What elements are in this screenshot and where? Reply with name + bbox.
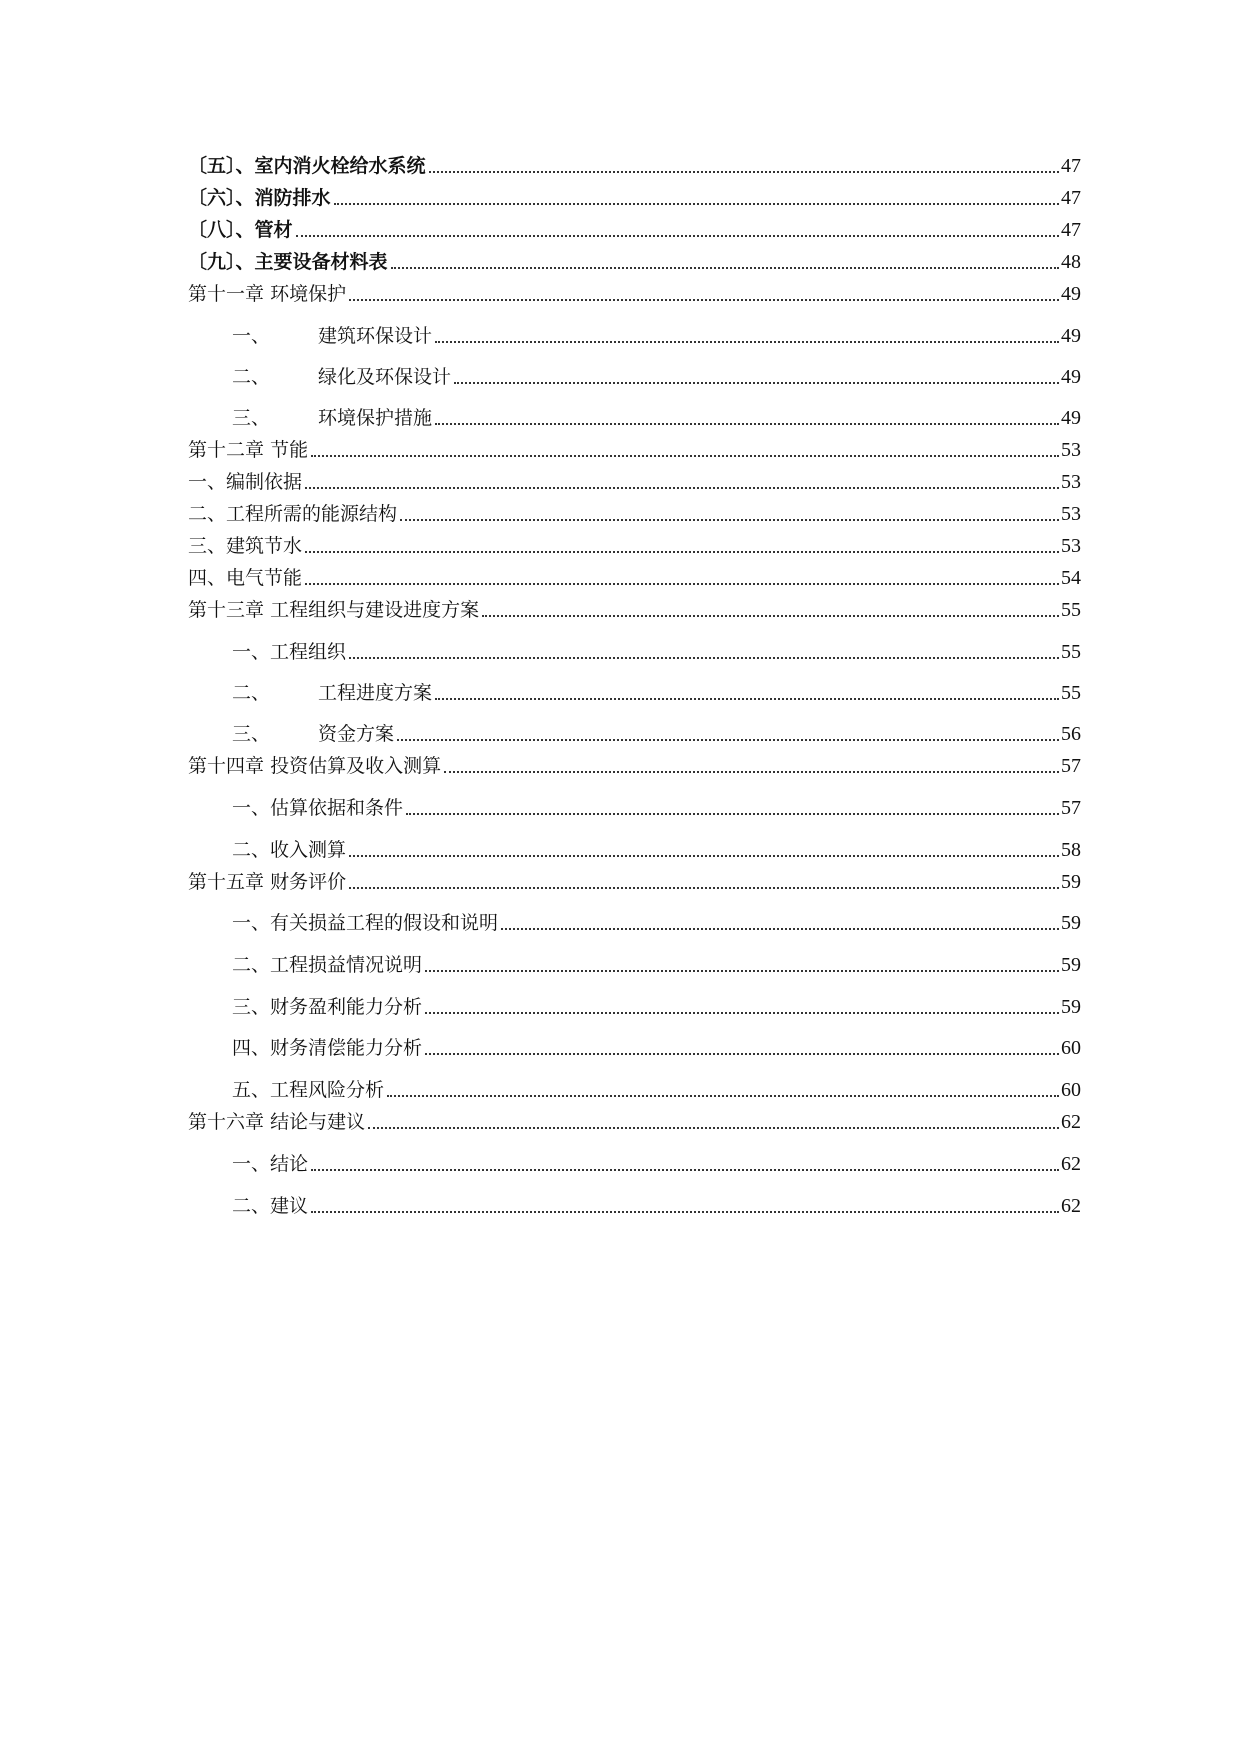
toc-entry-prefix: 三、 [232,407,271,429]
toc-entry-prefix: 二、 [188,503,227,525]
toc-entry-prefix: 二、 [232,839,271,861]
toc-entry-title: 结论与建议 [270,1111,366,1133]
toc-leader-dots [349,855,1059,857]
toc-entry-page: 62 [1061,1153,1081,1175]
toc-section-entry[interactable] [188,677,1081,705]
toc-leader-dots [406,813,1059,815]
toc-entry-prefix: 一、 [232,1153,271,1175]
toc-entry-title: 工程组织 [270,641,347,663]
toc-section-entry[interactable] [188,562,1081,590]
toc-section-entry[interactable] [188,1032,1081,1060]
toc-section-entry[interactable] [188,792,1081,820]
toc-entry-prefix: 第十五章 [188,871,265,893]
toc-leader-dots [305,583,1059,585]
toc-entry-page: 62 [1061,1195,1081,1217]
toc-leader-dots [435,698,1059,700]
toc-entry-page: 59 [1061,912,1081,934]
toc-entry-title: 环境保护措施 [318,407,433,429]
table-of-contents [188,0,1081,1754]
toc-leader-dots [349,299,1059,301]
toc-section-entry[interactable] [188,498,1081,526]
toc-leader-dots [311,455,1059,457]
toc-entry-page: 59 [1061,996,1081,1018]
toc-entry-title: 消防排水 [254,187,331,209]
toc-entry-title: 绿化及环保设计 [318,366,452,388]
toc-section-entry[interactable] [188,1190,1081,1218]
toc-entry-prefix: 〔八〕、 [188,219,255,241]
toc-chapter-entry[interactable] [188,750,1081,778]
toc-section-entry[interactable] [188,949,1081,977]
toc-section-entry[interactable] [188,1074,1081,1102]
toc-chapter-entry[interactable] [188,434,1081,462]
toc-section-entry[interactable] [188,834,1081,862]
toc-entry-title: 编制依据 [226,471,303,493]
toc-entry-prefix: 第十二章 [188,439,265,461]
toc-entry-title: 财务评价 [270,871,347,893]
toc-entry-prefix: 第十六章 [188,1111,265,1133]
toc-leader-dots [444,771,1059,773]
toc-entry-title: 电气节能 [226,567,303,589]
toc-entry-page: 59 [1061,871,1081,893]
toc-entry[interactable] [188,150,1081,178]
toc-leader-dots [387,1095,1059,1097]
toc-leader-dots [435,423,1059,425]
toc-entry-title: 财务清偿能力分析 [270,1037,423,1059]
toc-entry-prefix: 第十三章 [188,599,265,621]
toc-entry-page: 53 [1061,535,1081,557]
toc-entry-page: 49 [1061,325,1081,347]
toc-entry-page: 53 [1061,439,1081,461]
toc-entry-title: 收入测算 [270,839,347,861]
toc-entry-page: 62 [1061,1111,1081,1133]
toc-entry-title: 工程组织与建设进度方案 [270,599,480,621]
toc-entry-prefix: 〔六〕、 [188,187,255,209]
toc-entry-page: 59 [1061,954,1081,976]
toc-entry-title: 结论 [270,1153,309,1175]
toc-entry-page: 54 [1061,567,1081,589]
toc-entry-page: 55 [1061,682,1081,704]
toc-leader-dots [501,928,1059,930]
toc-section-entry[interactable] [188,402,1081,430]
toc-entry-prefix: 二、 [232,366,271,388]
toc-leader-dots [305,487,1059,489]
toc-entry-prefix: 第十一章 [188,283,265,305]
toc-entry-prefix: 一、 [232,912,271,934]
toc-entry-page: 58 [1061,839,1081,861]
toc-entry-title: 工程进度方案 [318,682,433,704]
toc-leader-dots [435,341,1059,343]
toc-entry-prefix: 四、 [232,1037,271,1059]
toc-section-entry[interactable] [188,991,1081,1019]
toc-entry-page: 53 [1061,471,1081,493]
toc-entry-page: 49 [1061,283,1081,305]
toc-entry-title: 有关损益工程的假设和说明 [270,912,499,934]
toc-entry-prefix: 一、 [232,797,271,819]
toc-entry-page: 47 [1061,187,1081,209]
toc-entry-title: 资金方案 [318,723,395,745]
toc-leader-dots [425,970,1059,972]
toc-section-entry[interactable] [188,636,1081,664]
toc-leader-dots [311,1211,1059,1213]
toc-entry-title: 建筑节水 [226,535,303,557]
toc-entry-page: 55 [1061,641,1081,663]
toc-entry-title: 建议 [270,1195,309,1217]
toc-entry[interactable] [188,214,1081,242]
toc-section-entry[interactable] [188,907,1081,935]
toc-chapter-entry[interactable] [188,594,1081,622]
toc-leader-dots [349,887,1059,889]
toc-leader-dots [349,657,1059,659]
toc-entry-prefix: 一、 [232,641,271,663]
toc-entry-title: 室内消火栓给水系统 [254,155,426,177]
toc-leader-dots [400,519,1059,521]
toc-entry[interactable] [188,182,1081,210]
toc-entry-title: 财务盈利能力分析 [270,996,423,1018]
toc-entry-title: 建筑环保设计 [318,325,433,347]
toc-leader-dots [368,1127,1059,1129]
toc-leader-dots [482,615,1059,617]
toc-entry-page: 60 [1061,1037,1081,1059]
toc-entry-prefix: 二、 [232,1195,271,1217]
toc-entry-page: 56 [1061,723,1081,745]
toc-leader-dots [311,1169,1059,1171]
toc-leader-dots [296,235,1059,237]
toc-entry-prefix: 四、 [188,567,227,589]
toc-entry-title: 节能 [270,439,309,461]
toc-entry-title: 估算依据和条件 [270,797,404,819]
toc-section-entry[interactable] [188,1148,1081,1176]
toc-chapter-entry[interactable] [188,278,1081,306]
toc-entry-prefix: 第十四章 [188,755,265,777]
toc-entry-title: 工程风险分析 [270,1079,385,1101]
toc-entry-title: 主要设备材料表 [254,251,388,273]
toc-entry-title: 环境保护 [270,283,347,305]
toc-entry-prefix: 三、 [188,535,227,557]
toc-entry-page: 53 [1061,503,1081,525]
toc-leader-dots [397,739,1059,741]
toc-entry-page: 47 [1061,155,1081,177]
toc-entry-prefix: 三、 [232,996,271,1018]
toc-entry-prefix: 五、 [232,1079,271,1101]
toc-entry-page: 49 [1061,366,1081,388]
toc-entry-prefix: 三、 [232,723,271,745]
toc-entry-title: 工程所需的能源结构 [226,503,398,525]
toc-entry-prefix: 〔五〕、 [188,155,255,177]
toc-leader-dots [305,551,1059,553]
toc-entry-title: 工程损益情况说明 [270,954,423,976]
toc-section-entry[interactable] [188,718,1081,746]
toc-entry-prefix: 一、 [232,325,271,347]
toc-entry-title: 管材 [254,219,293,241]
toc-entry-prefix: 一、 [188,471,227,493]
toc-section-entry[interactable] [188,361,1081,389]
toc-leader-dots [425,1053,1059,1055]
toc-entry-prefix: 二、 [232,954,271,976]
toc-entry-page: 48 [1061,251,1081,273]
toc-entry-page: 60 [1061,1079,1081,1101]
toc-leader-dots [334,203,1059,205]
toc-leader-dots [454,382,1059,384]
toc-leader-dots [429,171,1059,173]
toc-leader-dots [391,267,1059,269]
toc-entry-page: 55 [1061,599,1081,621]
toc-section-entry[interactable] [188,466,1081,494]
toc-section-entry[interactable] [188,530,1081,558]
toc-entry[interactable] [188,246,1081,274]
toc-entry-page: 57 [1061,755,1081,777]
toc-entry-page: 49 [1061,407,1081,429]
toc-entry-prefix: 二、 [232,682,271,704]
toc-section-entry[interactable] [188,320,1081,348]
toc-entry-page: 57 [1061,797,1081,819]
toc-chapter-entry[interactable] [188,1106,1081,1134]
toc-leader-dots [425,1012,1059,1014]
toc-entry-title: 投资估算及收入测算 [270,755,442,777]
toc-chapter-entry[interactable] [188,866,1081,894]
toc-entry-prefix: 〔九〕、 [188,251,255,273]
toc-entry-page: 47 [1061,219,1081,241]
